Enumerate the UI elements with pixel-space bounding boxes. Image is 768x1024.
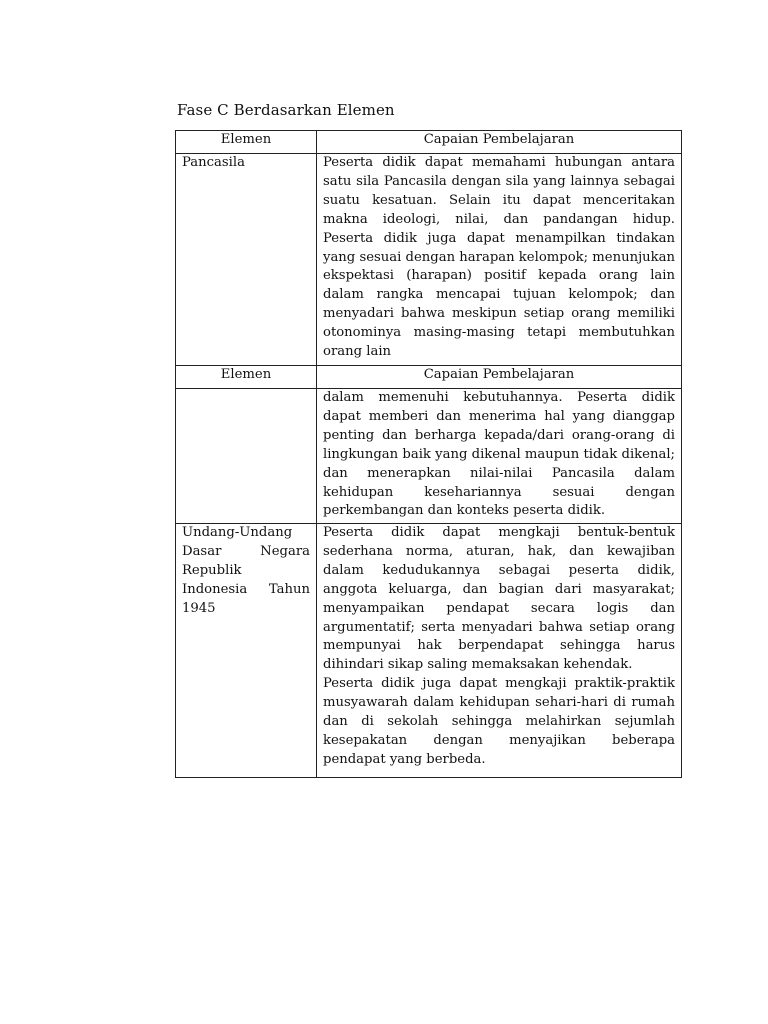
table-header-row	[176, 131, 682, 154]
table-row	[176, 524, 682, 778]
header-capaian: Capaian Pembelajaran	[317, 131, 682, 154]
capaian-table	[175, 130, 682, 778]
capaian-paragraph: Peserta didik juga dapat mengkaji praktik-praktik musyawarah dalam kehidupan sehari-hari di rumah dan di sekolah sehingga melahirkan sejumlah kesepakatan dengan menyajikan beberapa pendapat yang berbeda.	[323, 676, 675, 767]
elemen-cell: Undang-Undang Dasar Negara Republik Indonesia Tahun 1945	[176, 524, 317, 778]
table-row	[176, 154, 682, 366]
table-header-row-repeat	[176, 366, 682, 389]
header-capaian: Capaian Pembelajaran	[317, 366, 682, 389]
capaian-cell	[317, 389, 682, 524]
capaian-paragraph: Peserta didik dapat memahami hubungan antara satu sila Pancasila dengan sila yang lainnya sebagai suatu kesatuan. Selain itu dapat menceritakan makna ideologi, nilai, dan pandangan hidup. Peserta didik juga dapat menampilkan tindakan yang sesuai dengan harapan kelompok; menunjukan ekspektasi (harapan) positif kepada orang lain dalam rangka mencapai tujuan kelompok; dan menyadari bahwa meskipun setiap orang memiliki otonominya masing-masing tetapi membutuhkan orang lain	[323, 155, 675, 360]
header-elemen: Elemen	[176, 131, 317, 154]
header-elemen: Elemen	[176, 366, 317, 389]
capaian-paragraph: Peserta didik dapat mengkaji bentuk-bentuk sederhana norma, aturan, hak, dan kewajiban dalam kedudukannya sebagai peserta didik, anggota keluarga, dan bagian dari masyarakat; menyampaikan pendapat secara logis dan argumentatif; serta menyadari bahwa setiap orang mempunyai hak berpendapat sehingga harus dihindari sikap saling memaksakan kehendak.	[323, 525, 675, 673]
capaian-cell	[317, 154, 682, 366]
capaian-paragraph: dalam memenuhi kebutuhannya. Peserta didik dapat memberi dan menerima hal yang dianggap penting dan berharga kepada/dari orang-orang di lingkungan baik yang dikenal maupun tidak dikenal; dan menerapkan nilai-nilai Pancasila dalam kehidupan kesehariannya sesuai dengan perkembangan dan konteks peserta didik.	[323, 390, 675, 519]
elemen-cell: Pancasila	[176, 154, 317, 366]
capaian-cell	[317, 524, 682, 778]
elemen-cell	[176, 389, 317, 524]
page-title: Fase C Berdasarkan Elemen	[177, 101, 395, 119]
table-row	[176, 389, 682, 524]
